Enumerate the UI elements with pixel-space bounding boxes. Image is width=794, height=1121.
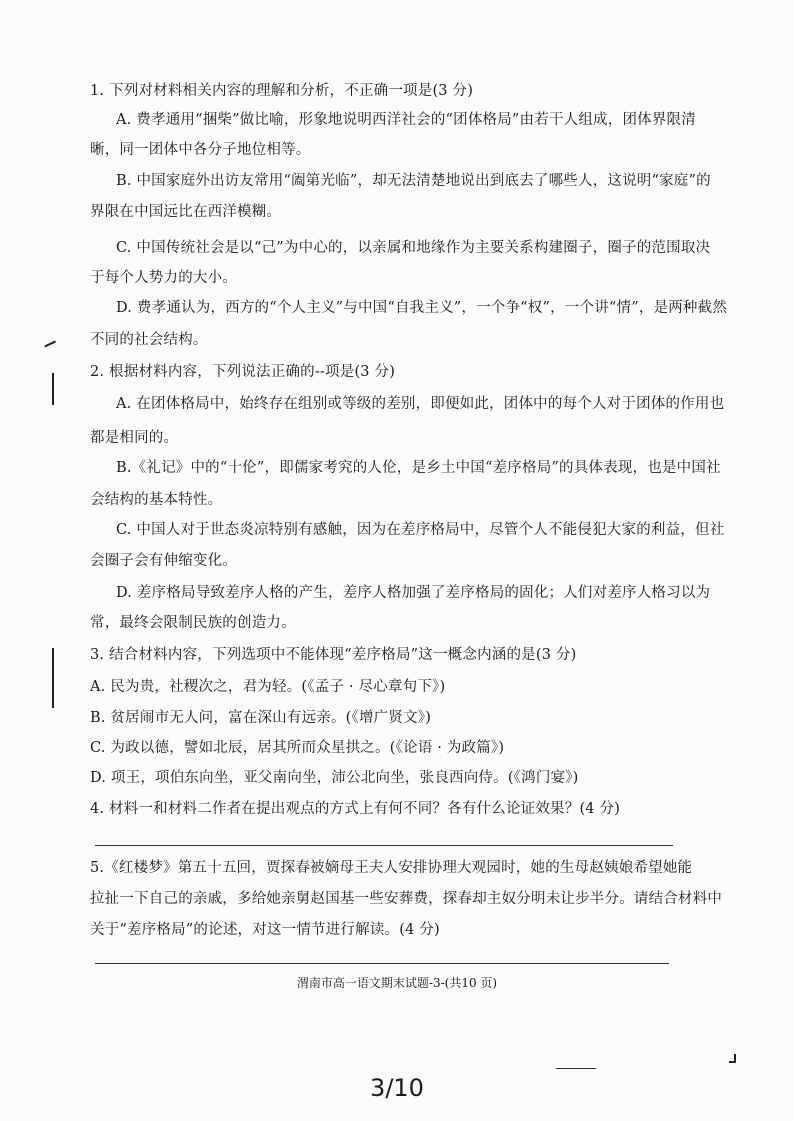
q2-option-d: D. 差序格局导致差序人格的产生，差序人格加强了差序格局的固化；人们对差序人格习以为 xyxy=(116,585,711,601)
page-indicator: 3/10 xyxy=(370,1074,424,1102)
q2-option-a: A. 在团体格局中，始终存在组别或等级的差别，即便如此，团体中的每个人对于团体的作用也 xyxy=(116,396,725,412)
q1-option-c-cont: 于每个人势力的大小。 xyxy=(90,270,237,286)
question-5-cont-1: 拉扯一下自己的亲戚，多给她亲舅赵国基一些安葬费，探春却主奴分明未让步半分。请结合材料中 xyxy=(90,891,723,907)
q1-option-d: D. 费孝通认为，西方的“个人主义”与中国“自我主义”，一个争“权”，一个讲“情”，是两种截然 xyxy=(116,300,728,316)
q3-option-a: A. 民为贵，社稷次之，君为轻。(《孟子 · 尽心章句下》) xyxy=(90,679,446,695)
q1-option-a: A. 费孝通用“捆柴”做比喻，形象地说明西洋社会的“团体格局”由若干人组成，团体界限清 xyxy=(116,112,696,128)
q2-option-c: C. 中国人对于世态炎凉特别有感触，因为在差序格局中，尽管个人不能侵犯大家的利益，但社 xyxy=(116,522,725,538)
q2-option-b-cont: 会结构的基本特性。 xyxy=(90,492,223,508)
q2-option-a-cont: 都是相同的。 xyxy=(90,430,179,446)
question-2-stem: 2. 根据材料内容，下列说法正确的--项是(3 分) xyxy=(90,364,396,380)
question-1-stem: 1. 下列对材料相关内容的理解和分析，不正确一项是(3 分) xyxy=(90,83,474,99)
q2-option-b: B.《礼记》中的“十伦”，即儒家考究的人伦，是乡土中国“差序格局”的具体表现，也是中国社 xyxy=(116,460,721,476)
question-5-cont-2: 关于“差序格局”的论述，对这一情节进行解读。(4 分) xyxy=(90,922,440,938)
q2-option-d-cont: 常，最终会限制民族的创造力。 xyxy=(90,615,296,631)
corner-mark xyxy=(729,1061,736,1063)
question-5-stem: 5.《红楼梦》第五十五回，贾探春被嫡母王夫人安排协理大观园时，她的生母赵姨娘希望她能 xyxy=(90,860,693,876)
scan-mark xyxy=(52,648,54,708)
scan-mark xyxy=(52,373,54,405)
q3-option-b: B. 贫居闹市无人问，富在深山有远亲。(《增广贤文》) xyxy=(90,710,432,726)
scan-rule xyxy=(556,1068,596,1069)
q1-option-b-cont: 界限在中国远比在西洋模糊。 xyxy=(90,204,282,220)
question-4-stem: 4. 材料一和材料二作者在提出观点的方式上有何不同？各有什么论证效果？(4 分) xyxy=(90,801,621,817)
q2-option-c-cont: 会圈子会有伸缩变化。 xyxy=(90,553,237,569)
scan-mark xyxy=(44,341,56,347)
q1-option-d-cont: 不同的社会结构。 xyxy=(90,332,208,348)
answer-line xyxy=(95,845,673,846)
q3-option-d: D. 项王，项伯东向坐，亚父南向坐，沛公北向坐，张良西向侍。(《鸿门宴》) xyxy=(90,770,579,786)
page-footer: 渭南市高一语文期末试题-3-(共10 页) xyxy=(296,976,498,990)
q1-option-b: B. 中国家庭外出访友常用“阖第光临”，却无法清楚地说出到底去了哪些人，这说明“家庭”的 xyxy=(116,173,711,189)
question-3-stem: 3. 结合材料内容，下列选项中不能体现“差序格局”这一概念内涵的是(3 分) xyxy=(90,647,577,663)
footer-rule xyxy=(95,963,669,964)
q1-option-a-cont: 晰，同一团体中各分子地位相等。 xyxy=(90,142,311,158)
q1-option-c: C. 中国传统社会是以“己”为中心的，以亲属和地缘作为主要关系构建圈子，圈子的范围取决 xyxy=(116,240,711,256)
q3-option-c: C. 为政以德，譬如北辰，居其所而众星拱之。(《论语 · 为政篇》) xyxy=(90,740,505,756)
